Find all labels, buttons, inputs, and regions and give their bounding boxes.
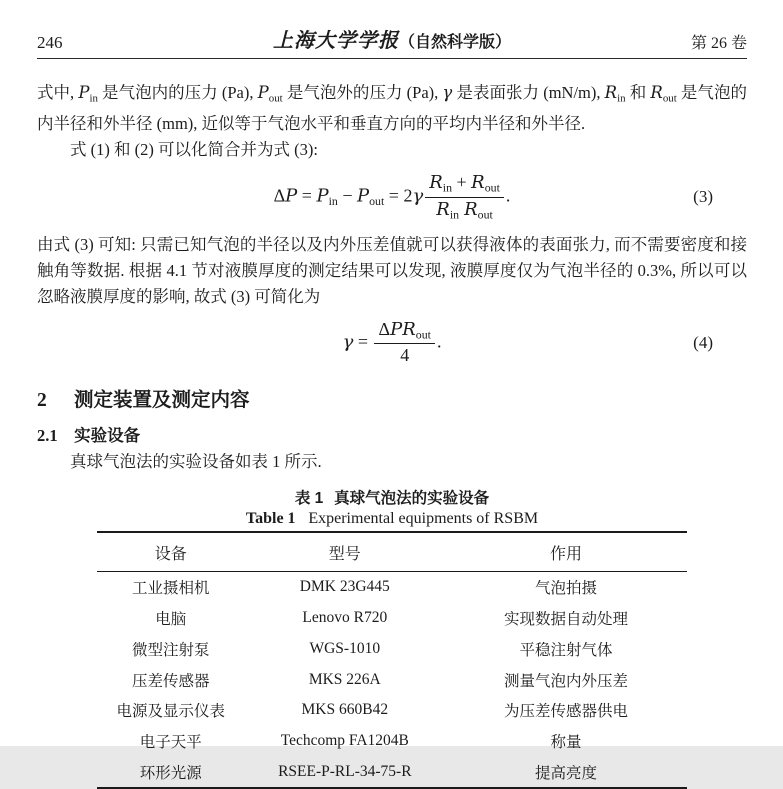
table-cell: Lenovo R720 xyxy=(302,609,388,627)
table-cell: WGS-1010 xyxy=(309,639,381,657)
table-row xyxy=(97,603,687,634)
table-row xyxy=(97,664,687,695)
table-row xyxy=(97,695,687,726)
equation-number-3: (3) xyxy=(693,187,713,207)
table-row xyxy=(97,634,687,665)
math-var-gamma: γ xyxy=(442,83,453,102)
math-var: R xyxy=(650,83,663,102)
subsection-title: 实验设备 xyxy=(74,426,141,445)
table-row xyxy=(97,726,687,757)
table-cell: MKS 226A xyxy=(308,670,381,688)
subsection-heading-2-1 xyxy=(37,422,747,446)
table-cell: MKS 660B42 xyxy=(301,701,389,719)
column-header-device: 设备 xyxy=(97,532,245,572)
column-header-function: 作用 xyxy=(445,532,687,572)
journal-subtitle: （自然科学版） xyxy=(398,34,511,51)
table-row xyxy=(97,571,687,602)
equation-3: ΔP = Pin − Pout = 2γ $\frac{\text{Rin + Rout}}{\text{Rin Rout}}$ . xyxy=(273,172,511,222)
subsection-number: 2.1 xyxy=(37,425,58,445)
table-1-block xyxy=(97,486,687,789)
paragraph-derivation: 由式 (3) 可知: 只需已知气泡的半径以及内外压差值就可以获得液体的表面张力, 而不需要密度和接触角等数据. 根据 4.1 节对液膜厚度的测定结果可以发现, 液膜厚度仅为气泡半径的 0.3%, 所以可以忽略液膜厚度的影响, 故式 (3) 可简化为 xyxy=(37,234,747,306)
paragraph-variables: 式中, Pin 是气泡内的压力 (Pa), Pout 是气泡外的压力 (Pa), γ 是表面张力 (mN/m), Rin 和 Rout 是气泡的内半径和外半径 (mm), 近似等于气泡水平和垂直方向的平均内半径和外半径. xyxy=(37,83,747,134)
table-caption-en: Table 1 Experimental equipments of RSBM xyxy=(245,509,539,527)
table-cell: RSEE-P-RL-34-75-R xyxy=(278,763,412,781)
page-number: 246 xyxy=(37,33,63,52)
table-cell: 提高亮度 xyxy=(535,765,598,783)
fraction: $\frac{\text{Rin + Rout}}{\text{Rin Rout}}$ xyxy=(425,173,504,221)
table-cell: 实现数据自动处理 xyxy=(504,611,629,629)
equation-4-row xyxy=(37,311,747,375)
equipment-table xyxy=(97,531,687,789)
math-var: P xyxy=(257,83,269,102)
table-cell: DMK 23G445 xyxy=(299,578,390,596)
table-cell: Techcomp FA1204B xyxy=(280,732,409,750)
math-sub: out xyxy=(268,92,283,105)
paragraph-table-intro: 真球气泡法的实验设备如表 1 所示. xyxy=(70,451,322,471)
table-cell: 电脑 xyxy=(155,611,187,629)
equation-3-row xyxy=(37,164,747,230)
table-cell: 测量气泡内外压差 xyxy=(504,672,629,690)
table-row xyxy=(97,757,687,789)
math-sub: in xyxy=(89,92,98,105)
table-caption-zh: 表 1 真球气泡法的实验设备 xyxy=(294,489,490,507)
fraction: $\frac{\text{ΔPRout}}{4}$ xyxy=(374,320,434,366)
journal-title-block xyxy=(127,24,657,53)
volume-label: 第 26 卷 xyxy=(690,35,747,52)
table-cell: 电子天平 xyxy=(139,734,202,752)
table-cell: 环形光源 xyxy=(139,765,202,783)
section-heading-2 xyxy=(37,384,747,412)
paragraph-eq-intro: 式 (1) 和 (2) 可以化简合并为式 (3): xyxy=(70,140,318,160)
table-cell: 压差传感器 xyxy=(131,672,210,690)
math-sub: in xyxy=(617,92,626,105)
equation-number-4: (4) xyxy=(693,332,713,352)
equation-4: γ = $\frac{\text{ΔPRout}}{4}$ . xyxy=(342,318,442,366)
math-var: R xyxy=(604,83,618,102)
section-title: 测定装置及测定内容 xyxy=(74,388,250,411)
table-cell: 气泡拍摄 xyxy=(535,580,598,598)
page-header xyxy=(37,24,747,59)
math-sub: out xyxy=(662,92,677,105)
table-cell: 微型注射泵 xyxy=(131,641,210,659)
section-number: 2 xyxy=(37,389,47,411)
math-var: P xyxy=(78,83,90,102)
table-cell: 为压差传感器供电 xyxy=(504,703,629,721)
table-header-row xyxy=(97,532,687,572)
table-cell: 电源及显示仪表 xyxy=(116,703,225,721)
journal-title: 上海大学学报 xyxy=(272,30,399,52)
table-cell: 工业摄相机 xyxy=(131,580,210,598)
table-cell: 平稳注射气体 xyxy=(519,641,613,659)
table-cell: 称量 xyxy=(550,734,582,752)
column-header-model: 型号 xyxy=(245,532,446,572)
